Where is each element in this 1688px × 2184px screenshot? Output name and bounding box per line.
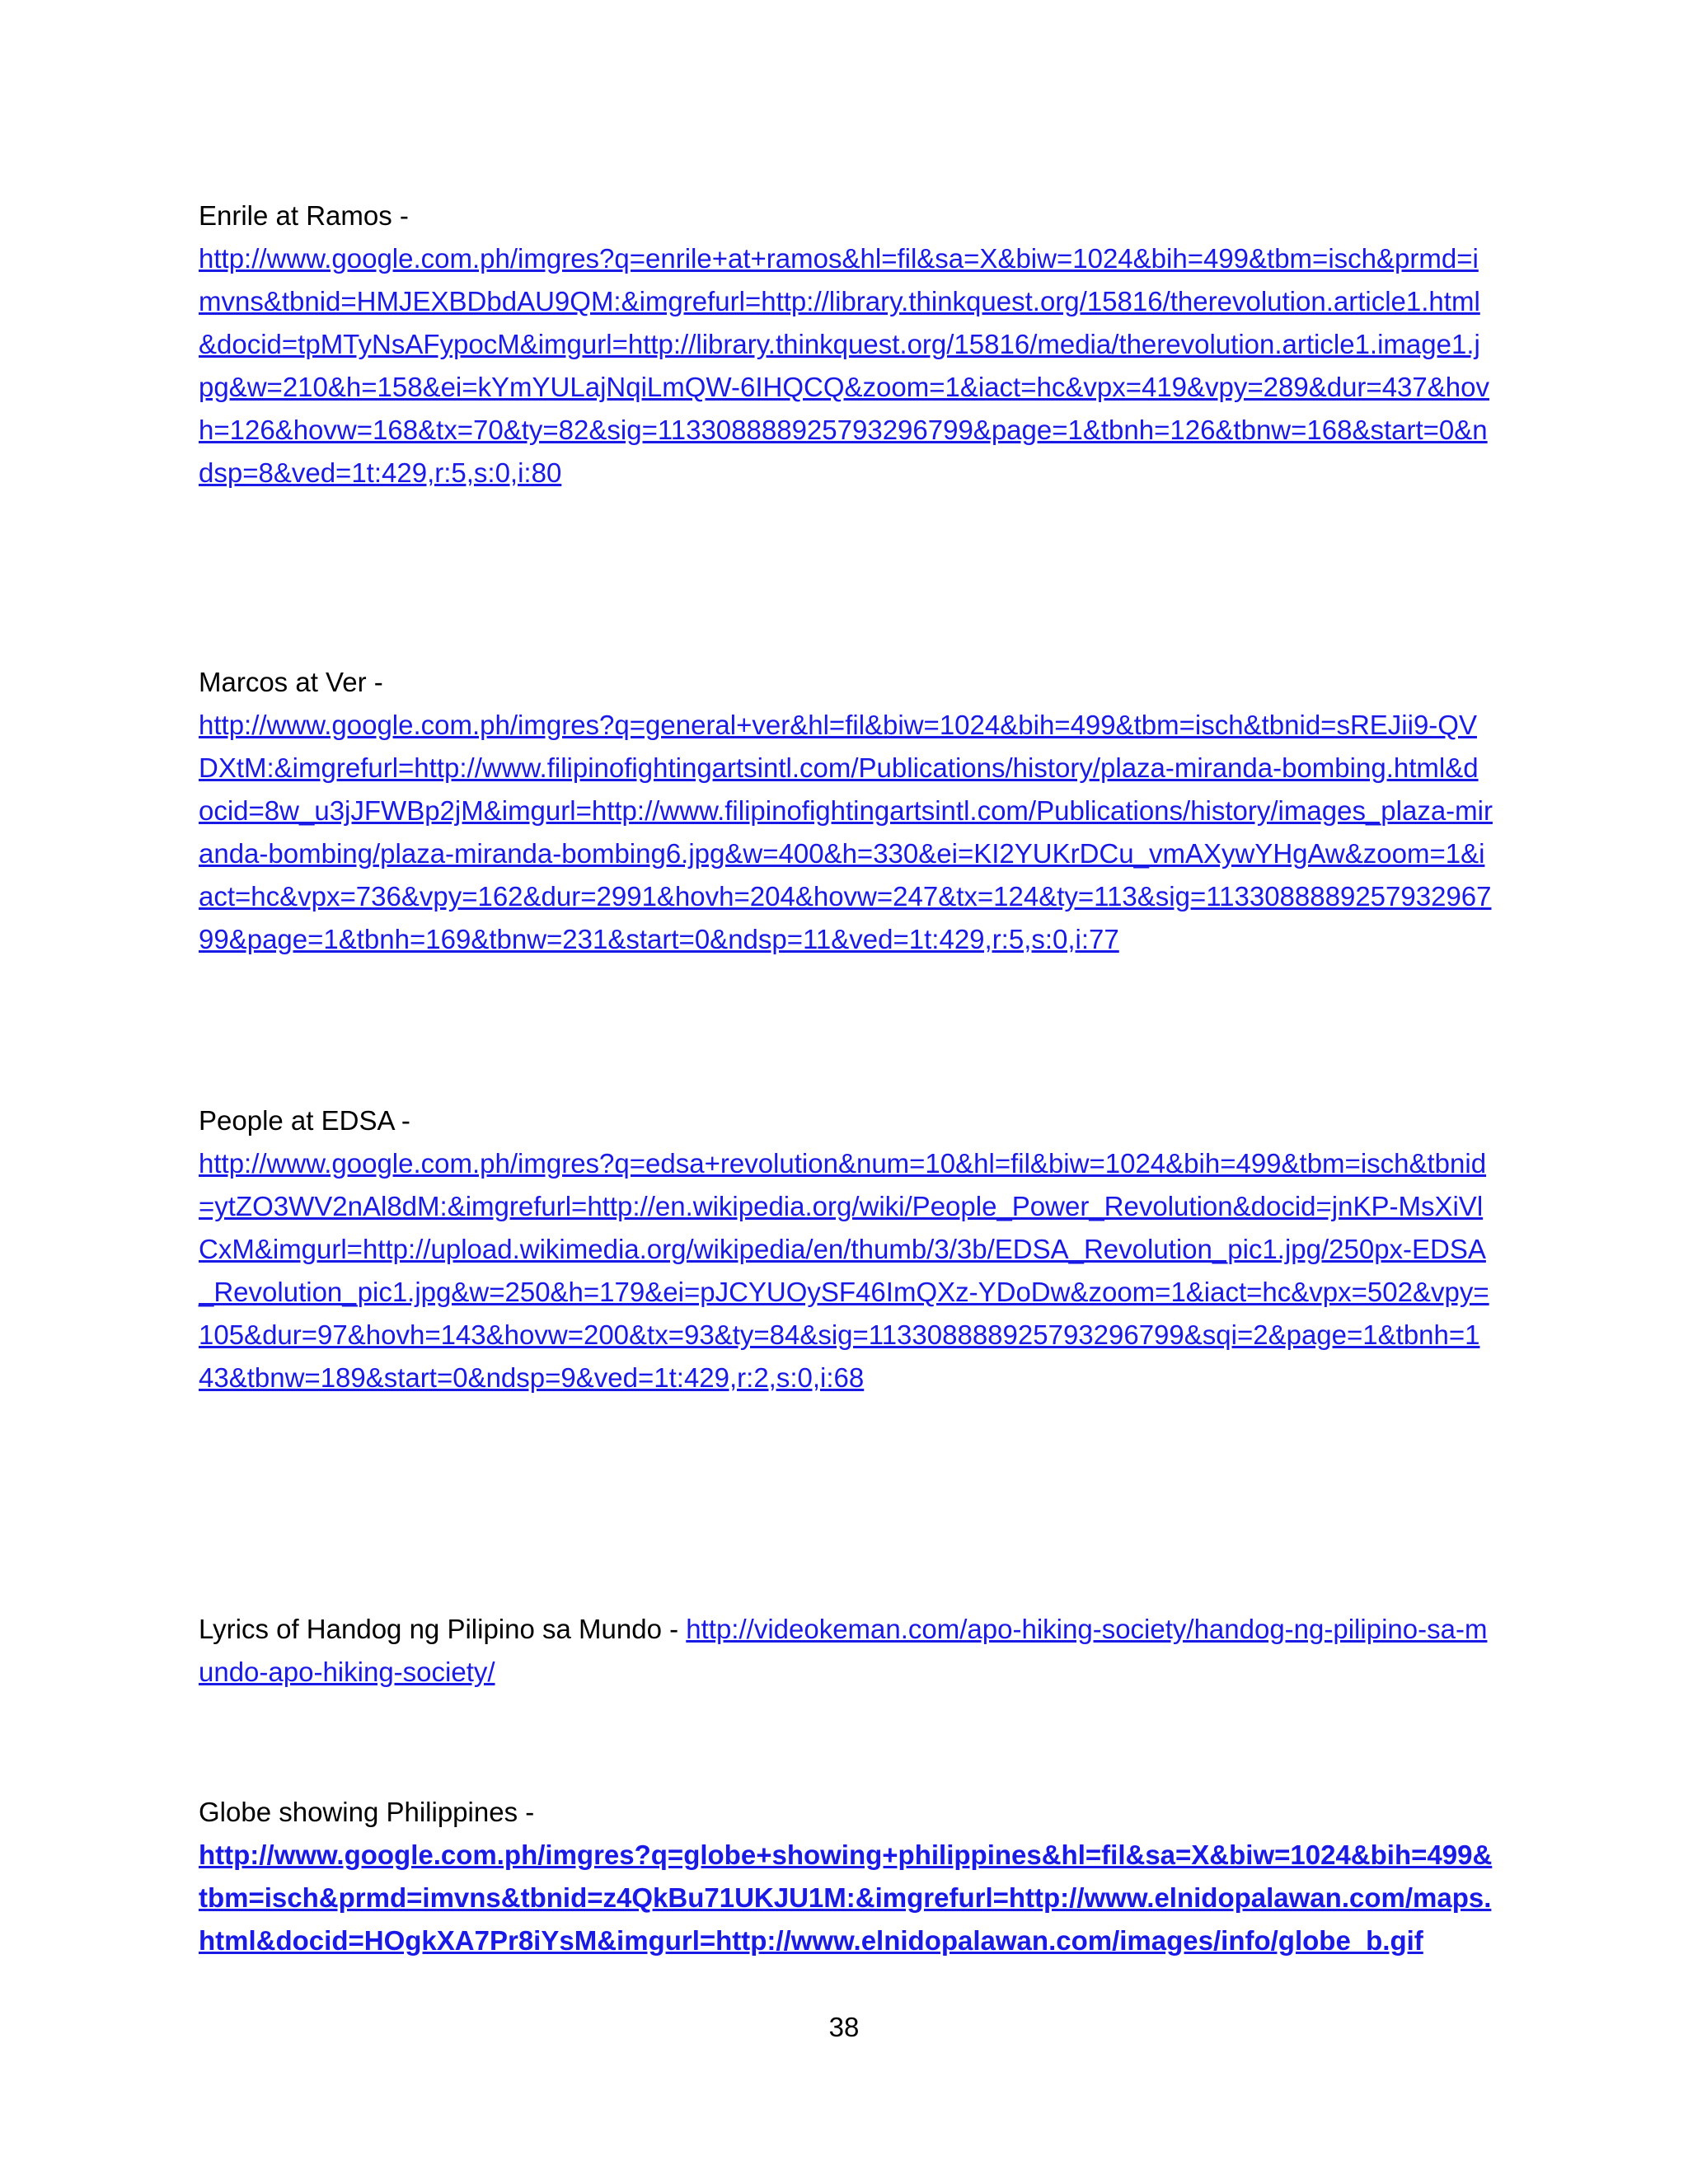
reference-entry-marcos-ver	[199, 661, 1493, 961]
reference-link[interactable]: http://videokeman.com/apo-hiking-society/handog-ng-pilipino-sa-mundo-apo-hiking-society/	[199, 1614, 1488, 1687]
reference-label: Globe showing Philippines -	[199, 1797, 535, 1827]
reference-link[interactable]: http://www.google.com.ph/imgres?q=edsa+revolution&num=10&hl=fil&biw=1024&bih=499&tbm=isch&tbnid=ytZO3WV2nAl8dM:&imgrefurl=http://en.wikipedia.org/wiki/People_Power_Revolution&docid=jnKP-MsXiVlCxM&imgurl=http://upload.wikimedia.org/wikipedia/en/thumb/3/3b/EDSA_Revolution_pic1.jpg/250px-EDSA_Revolution_pic1.jpg&w=250&h=179&ei=pJCYUOySF46ImQXz-YDoDw&zoom=1&iact=hc&vpx=502&vpy=105&dur=97&hovh=143&hovw=200&tx=93&ty=84&sig=113308888925793296799&sqi=2&page=1&tbnh=143&tbnw=189&start=0&ndsp=9&ved=1t:429,r:2,s:0,i:68	[199, 1148, 1489, 1393]
page-number: 38	[828, 2012, 860, 2042]
reference-entry-enrile-ramos	[199, 194, 1493, 494]
reference-label: Enrile at Ramos -	[199, 200, 409, 231]
reference-entry-lyrics	[199, 1608, 1493, 1694]
reference-label: People at EDSA -	[199, 1105, 410, 1136]
reference-entry-people-edsa	[199, 1099, 1493, 1399]
reference-link[interactable]: http://www.google.com.ph/imgres?q=enrile+at+ramos&hl=fil&sa=X&biw=1024&bih=499&tbm=isch&prmd=imvns&tbnid=HMJEXBDbdAU9QM:&imgrefurl=http://library.thinkquest.org/15816/therevolution.article1.html&docid=tpMTyNsAFypocM&imgurl=http://library.thinkquest.org/15816/media/therevolution.article1.image1.jpg&w=210&h=158&ei=kYmYULajNqiLmQW-6IHQCQ&zoom=1&iact=hc&vpx=419&vpy=289&dur=437&hovh=126&hovw=168&tx=70&ty=82&sig=113308888925793296799&page=1&tbnh=126&tbnw=168&start=0&ndsp=8&ved=1t:429,r:5,s:0,i:80	[199, 243, 1489, 488]
reference-entry-globe	[199, 1791, 1493, 1962]
reference-label: Lyrics of Handog ng Pilipino sa Mundo -	[199, 1614, 679, 1644]
reference-label: Marcos at Ver -	[199, 667, 383, 697]
reference-link[interactable]: http://www.google.com.ph/imgres?q=general+ver&hl=fil&biw=1024&bih=499&tbm=isch&tbnid=sREJii9-QVDXtM:&imgrefurl=http://www.filipinofightingartsintl.com/Publications/history/plaza-miranda-bombing.html&docid=8w_u3jJFWBp2jM&imgurl=http://www.filipinofightingartsintl.com/Publications/history/images_plaza-miranda-bombing/plaza-miranda-bombing6.jpg&w=400&h=330&ei=KI2YUKrDCu_vmAXywYHgAw&zoom=1&iact=hc&vpx=736&vpy=162&dur=2991&hovh=204&hovw=247&tx=124&ty=113&sig=113308888925793296799&page=1&tbnh=169&tbnw=231&start=0&ndsp=11&ved=1t:429,r:5,s:0,i:77	[199, 710, 1493, 954]
reference-link[interactable]: http://www.google.com.ph/imgres?q=globe+showing+philippines&hl=fil&sa=X&biw=1024&bih=499&tbm=isch&prmd=imvns&tbnid=z4QkBu71UKJU1M:&imgrefurl=http://www.elnidopalawan.com/maps.html&docid=HOgkXA7Pr8iYsM&imgurl=http://www.elnidopalawan.com/images/info/globe_b.gif	[199, 1840, 1493, 1956]
